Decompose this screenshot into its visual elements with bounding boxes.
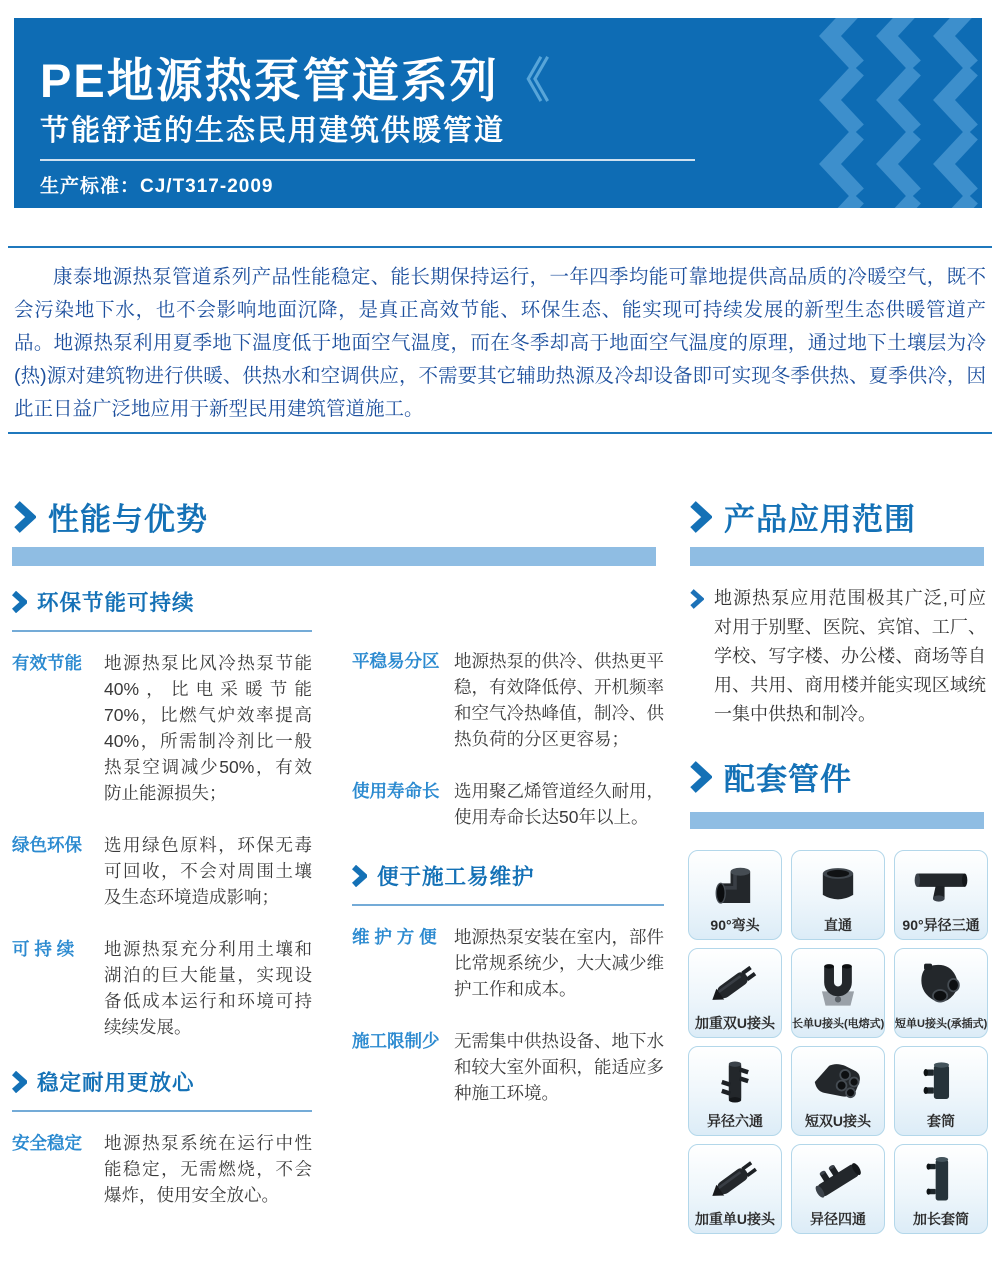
chevron-icon <box>12 1071 27 1093</box>
fitting-label: 异径六通 <box>707 1113 763 1129</box>
intro-bottom-rule <box>8 432 992 434</box>
item-text: 地源热泵系统在运行中性能稳定，无需燃烧，不会爆炸，使用安全放心。 <box>104 1133 312 1205</box>
tee-fitting-icon <box>895 851 987 918</box>
chevron-icon <box>14 501 36 533</box>
fitting-label: 加长套筒 <box>913 1211 969 1227</box>
chevron-icon <box>690 761 712 793</box>
fittings-grid <box>688 850 988 1234</box>
six-way-fitting-icon <box>689 1047 781 1114</box>
section-performance-title: 性能与优势 <box>48 502 208 537</box>
sleeve-fitting-icon <box>895 1047 987 1114</box>
advantage-item <box>352 1028 664 1106</box>
section-applications-title: 产品应用范围 <box>724 502 916 537</box>
subsection-eco-header <box>12 586 312 632</box>
fitting-card <box>688 1046 782 1136</box>
fitting-label: 直通 <box>824 917 852 933</box>
fitting-card <box>894 948 988 1038</box>
production-standard: 生产标准：CJ/T317-2009 <box>40 176 274 197</box>
item-label: 绿色环保 <box>12 835 82 855</box>
subsection-stable-header <box>12 1066 312 1112</box>
advantage-item <box>352 648 664 752</box>
long-sleeve-fitting-icon <box>895 1145 987 1212</box>
item-label: 有效节能 <box>12 653 82 673</box>
chevron-icon <box>690 501 712 533</box>
title-divider <box>40 159 695 161</box>
item-label: 施工限制少 <box>352 1031 440 1051</box>
item-label: 使用寿命长 <box>352 781 440 801</box>
fitting-label: 套筒 <box>927 1113 955 1129</box>
item-text: 选用绿色原料，环保无毒可回收，不会对周围土壤及生态环境造成影响； <box>104 835 312 907</box>
section-applications-header <box>690 494 916 539</box>
weighted-double-u-fitting-icon <box>689 949 781 1016</box>
performance-bar <box>12 547 656 566</box>
intro-top-rule <box>8 246 992 248</box>
page-subtitle: 节能舒适的生态民用建筑供暖管道 <box>40 115 506 147</box>
fitting-label: 加重单U接头 <box>694 1211 776 1227</box>
applications-text: 地源热泵应用范围极其广泛,可应对用于别墅、医院、宾馆、工厂、学校、写字楼、办公楼、商场等自用、共用、商用楼并能实现区域统一集中供热和制冷。 <box>714 588 986 724</box>
fitting-card <box>688 850 782 940</box>
fitting-card <box>791 1144 885 1234</box>
section-fittings-header <box>690 754 852 799</box>
intro-paragraph: 康泰地源热泵管道系列产品性能稳定、能长期保持运行，一年四季均能可靠地提供高品质的冷暖空气，既不会污染地下水，也不会影响地面沉降，是真正高效节能、环保生态、能实现可持续发展的新型生态供暖管道产品。地源热泵利用夏季地下温度低于地面空气温度，而在冬季却高于地面空气温度的原理，通过地下土壤层为冷(热)源对建筑物进行供暖、供热水和空调供应，不需要其它辅助热源及冷却设备即可实现冬季供热、夏季供冷，因此正日益广泛地应用于新型民用建筑管道施工。 <box>14 266 986 420</box>
fitting-card <box>688 948 782 1038</box>
subsection-eco-title: 环保节能可持续 <box>37 591 195 615</box>
item-label: 可 持 续 <box>12 939 75 959</box>
short-double-u-fitting-icon <box>792 1047 884 1114</box>
page-title <box>40 44 552 111</box>
short-u-socket-fitting-icon <box>895 949 987 1019</box>
item-text: 选用聚乙烯管道经久耐用，使用寿命长达50年以上。 <box>454 781 664 827</box>
item-text: 地源热泵安装在室内，部件比常规系统少，大大减少维护工作和成本。 <box>454 927 664 999</box>
fitting-card <box>894 1046 988 1136</box>
applications-bar <box>690 547 984 566</box>
fittings-bar <box>690 812 984 829</box>
subsection-construction-title: 便于施工易维护 <box>377 865 535 889</box>
subsection-stable-title: 稳定耐用更放心 <box>37 1071 195 1095</box>
fitting-label: 90°异径三通 <box>902 917 980 933</box>
coupler-fitting-icon <box>792 851 884 918</box>
item-text: 地源热泵比风冷热泵节能40%，比电采暖节能70%，比燃气炉效率提高40%，所需制冷剂比一般热泵空调减少50%，有效防止能源损失； <box>104 653 312 803</box>
chevron-pattern-icon <box>807 18 982 208</box>
item-text: 无需集中供热设备、地下水和较大室外面积，能适应多种施工环境。 <box>454 1031 664 1103</box>
performance-column-1 <box>12 586 312 1234</box>
performance-column-2 <box>352 648 664 1132</box>
title-angle-mark: 《 <box>502 54 552 107</box>
advantage-item <box>352 924 664 1002</box>
fitting-card <box>894 850 988 940</box>
section-fittings-title: 配套管件 <box>724 762 852 797</box>
subsection-construction-header <box>352 860 664 906</box>
fitting-card <box>791 850 885 940</box>
fitting-label: 短单U接头(承插式) <box>895 1018 988 1030</box>
fitting-label: 异径四通 <box>810 1211 866 1227</box>
item-label: 安全稳定 <box>12 1133 82 1153</box>
fitting-card <box>791 948 885 1038</box>
four-way-fitting-icon <box>792 1145 884 1212</box>
header-banner <box>14 18 982 208</box>
fitting-label: 长单U接头(电熔式) <box>792 1018 885 1030</box>
applications-body <box>690 584 986 729</box>
fitting-label: 90°弯头 <box>710 917 760 933</box>
advantage-item <box>12 650 312 806</box>
item-label: 平稳易分区 <box>352 651 440 671</box>
elbow-fitting-icon <box>689 851 781 918</box>
fitting-label: 加重双U接头 <box>694 1015 776 1031</box>
advantage-item <box>12 832 312 910</box>
item-text: 地源热泵充分利用土壤和湖泊的巨大能量，实现设备低成本运行和环境可持续续发展。 <box>104 939 312 1037</box>
chevron-icon <box>352 865 367 887</box>
section-performance-header <box>14 494 208 539</box>
chevron-icon <box>12 591 27 613</box>
fitting-card <box>791 1046 885 1136</box>
advantage-item <box>12 1130 312 1208</box>
item-label: 维 护 方 便 <box>352 927 437 947</box>
weighted-single-u-fitting-icon <box>689 1145 781 1212</box>
fitting-card <box>894 1144 988 1234</box>
page-title-text: PE地源热泵管道系列 <box>40 54 499 107</box>
item-text: 地源热泵的供冷、供热更平稳，有效降低停、开机频率和空气冷热峰值，制冷、供热负荷的分区更容易； <box>454 651 664 749</box>
advantage-item <box>352 778 664 830</box>
advantage-item <box>12 936 312 1040</box>
fitting-card <box>688 1144 782 1234</box>
chevron-bullet-icon <box>690 589 704 609</box>
fitting-label: 短双U接头 <box>804 1113 872 1129</box>
long-u-bend-fitting-icon <box>792 949 884 1019</box>
